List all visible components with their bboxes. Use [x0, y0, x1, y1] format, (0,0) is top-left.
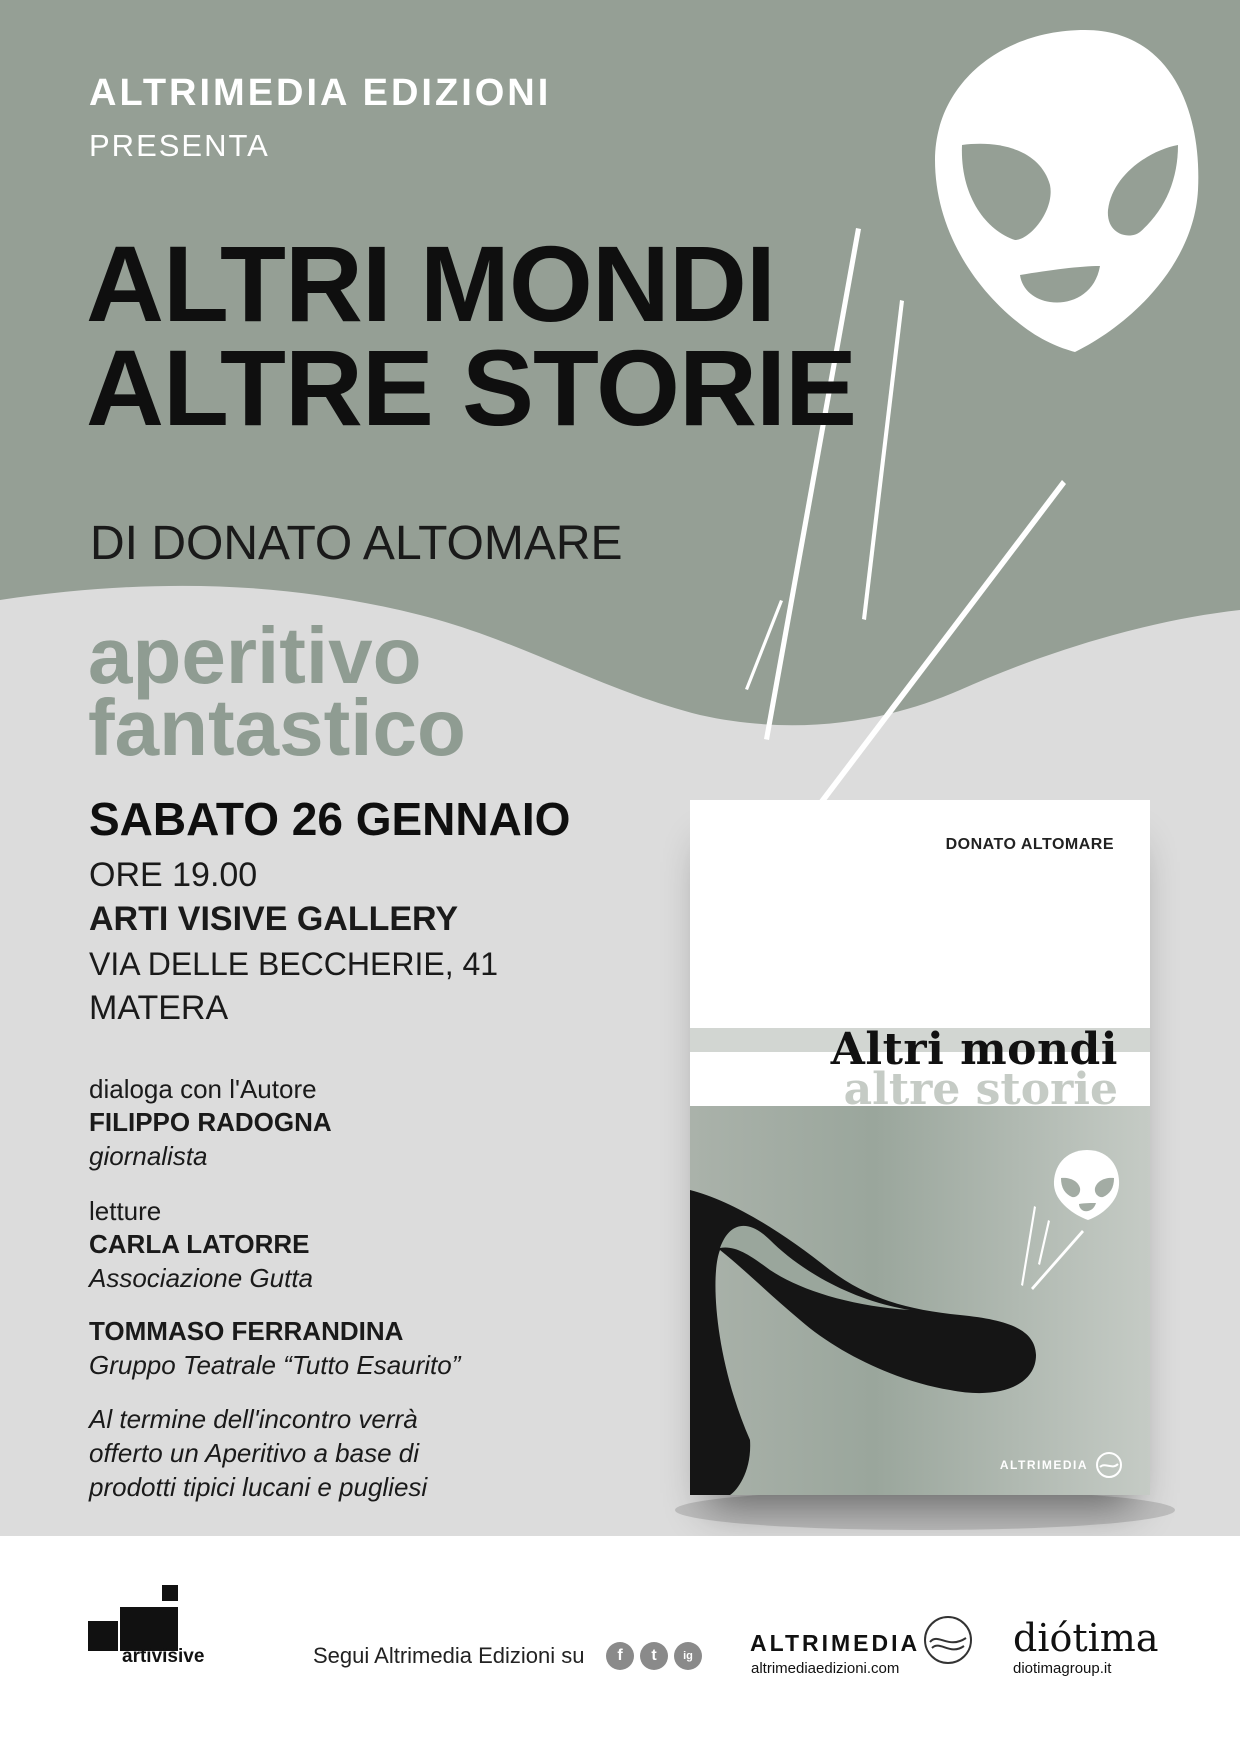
instagram-icon[interactable]: ig — [674, 1642, 702, 1670]
alien-head-icon — [1021, 1150, 1119, 1290]
closing-line-2: offerto un Aperitivo a base di — [89, 1438, 420, 1468]
follow-label: Segui Altrimedia Edizioni su — [313, 1643, 585, 1668]
diotima-url[interactable]: diotimagroup.it — [1013, 1660, 1112, 1677]
title-line-1: ALTRI MONDI — [86, 223, 775, 344]
twitter-icon[interactable]: t — [640, 1642, 668, 1670]
tagline-line-2: fantastico — [88, 683, 466, 772]
book-title-line-1: Altri mondi — [830, 1024, 1118, 1075]
altrimedia-url[interactable]: altrimediaedizioni.com — [751, 1660, 900, 1677]
event-time: ORE 19.00 — [89, 856, 258, 894]
facebook-icon[interactable]: f — [606, 1642, 634, 1670]
book-title-line-2: altre storie — [843, 1064, 1118, 1106]
event-date: SABATO 26 GENNAIO — [89, 793, 571, 845]
closing-line-1: Al termine dell'incontro verrà — [89, 1404, 418, 1434]
altrimedia-mark-icon — [922, 1614, 974, 1666]
diotima-logo: diótima — [1013, 1616, 1159, 1660]
arti-visive-logo-text: artivisive — [122, 1646, 205, 1667]
guest-3-desc: Gruppo Teatrale “Tutto Esaurito” — [89, 1350, 461, 1380]
closing-note — [89, 1402, 509, 1504]
guest-1-name: FILIPPO RADOGNA — [89, 1107, 332, 1137]
guest-2-desc: Associazione Gutta — [89, 1263, 314, 1293]
book-cover — [690, 800, 1150, 1495]
guest-1-role: dialoga con l'Autore — [89, 1074, 317, 1104]
closing-line-3: prodotti tipici lucani e pugliesi — [89, 1472, 428, 1502]
tagline — [88, 611, 466, 772]
title-line-2: ALTRE STORIE — [86, 327, 857, 448]
book-publisher: ALTRIMEDIA — [999, 1458, 1088, 1472]
high-heel-shoe-icon — [690, 1190, 1036, 1495]
event-city: MATERA — [89, 989, 229, 1027]
book-author: DONATO ALTOMARE — [945, 836, 1114, 853]
event-venue: ARTI VISIVE GALLERY — [89, 900, 459, 938]
guest-1-desc: giornalista — [89, 1141, 208, 1171]
presents-label: PRESENTA — [89, 128, 270, 163]
guest-2-role: letture — [89, 1196, 162, 1226]
tagline-line-1: aperitivo — [88, 611, 422, 700]
author-byline: DI DONATO ALTOMARE — [90, 517, 623, 570]
guest-3-name: TOMMASO FERRANDINA — [89, 1316, 404, 1346]
altrimedia-logo: ALTRIMEDIA — [750, 1630, 921, 1656]
event-title — [86, 223, 857, 448]
event-address: VIA DELLE BECCHERIE, 41 — [89, 946, 499, 982]
publisher-name: ALTRIMEDIA EDIZIONI — [89, 72, 552, 114]
guest-2-name: CARLA LATORRE — [89, 1229, 310, 1259]
book-illustration — [690, 800, 1150, 1495]
